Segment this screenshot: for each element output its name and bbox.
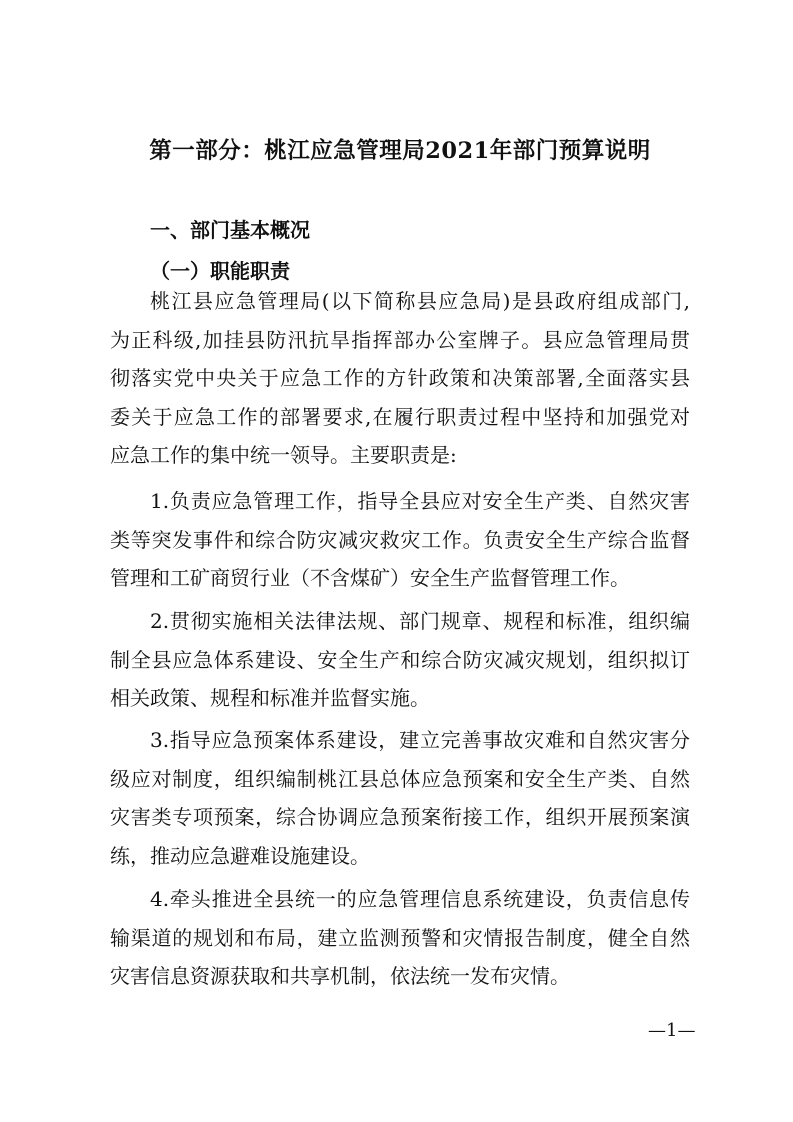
- paragraph-line: 2.贯彻实施相关法律法规、部门规章、规程和标准，组织编: [150, 609, 690, 633]
- paragraph-duty-1: [110, 482, 690, 598]
- section-heading: 一、部门基本概况: [150, 218, 310, 242]
- paragraph-line: 桃江县应急管理局(以下简称县应急局)是县政府组成部门,: [150, 289, 690, 313]
- paragraph-duty-2: [110, 602, 690, 718]
- paragraph-line: 制全县应急体系建设、安全生产和综合防灾减灾规划，组织拟订: [110, 647, 690, 672]
- paragraph-line: 级应对制度，组织编制桃江县总体应急预案和安全生产类、自然: [110, 766, 690, 791]
- page-number: —1—: [648, 1020, 696, 1041]
- paragraph-overview: [110, 282, 690, 475]
- paragraph-line: 输渠道的规划和布局，建立监测预警和灾情报告制度，健全自然: [110, 925, 690, 950]
- document-title: 第一部分：桃江应急管理局2021年部门预算说明: [149, 138, 651, 164]
- paragraph-duty-3: [110, 721, 690, 875]
- subsection-heading: （一）职能职责: [150, 259, 290, 283]
- paragraph-line: 彻落实党中央关于应急工作的方针政策和决策部署,全面落实县: [110, 366, 690, 390]
- paragraph-line: 管理和工矿商贸行业（不含煤矿）安全生产监督管理工作。: [110, 566, 630, 590]
- paragraph-line: 3.指导应急预案体系建设，建立完善事故灾难和自然灾害分: [150, 728, 690, 752]
- paragraph-line: 应急工作的集中统一领导。主要职责是:: [110, 443, 457, 467]
- paragraph-line: 1.负责应急管理工作，指导全县应对安全生产类、自然灾害: [150, 489, 690, 513]
- paragraph-line: 练，推动应急避难设施建设。: [110, 843, 370, 868]
- paragraph-line: 4.牵头推进全县统一的应急管理信息系统建设，负责信息传: [150, 887, 690, 911]
- paragraph-duty-4: [110, 880, 690, 996]
- paragraph-line: 为正科级,加挂县防汛抗旱指挥部办公室牌子。县应急管理局贯: [110, 327, 690, 352]
- paragraph-line: 类等突发事件和综合防灾减灾救灾工作。负责安全生产综合监督: [110, 527, 690, 552]
- paragraph-line: 灾害类专项预案，综合协调应急预案衔接工作，组织开展预案演: [110, 805, 690, 829]
- paragraph-line: 灾害信息资源获取和共享机制，依法统一发布灾情。: [110, 964, 570, 988]
- paragraph-line: 相关政策、规程和标准并监督实施。: [110, 686, 430, 710]
- paragraph-line: 委关于应急工作的部署要求,在履行职责过程中坚持和加强党对: [110, 404, 690, 429]
